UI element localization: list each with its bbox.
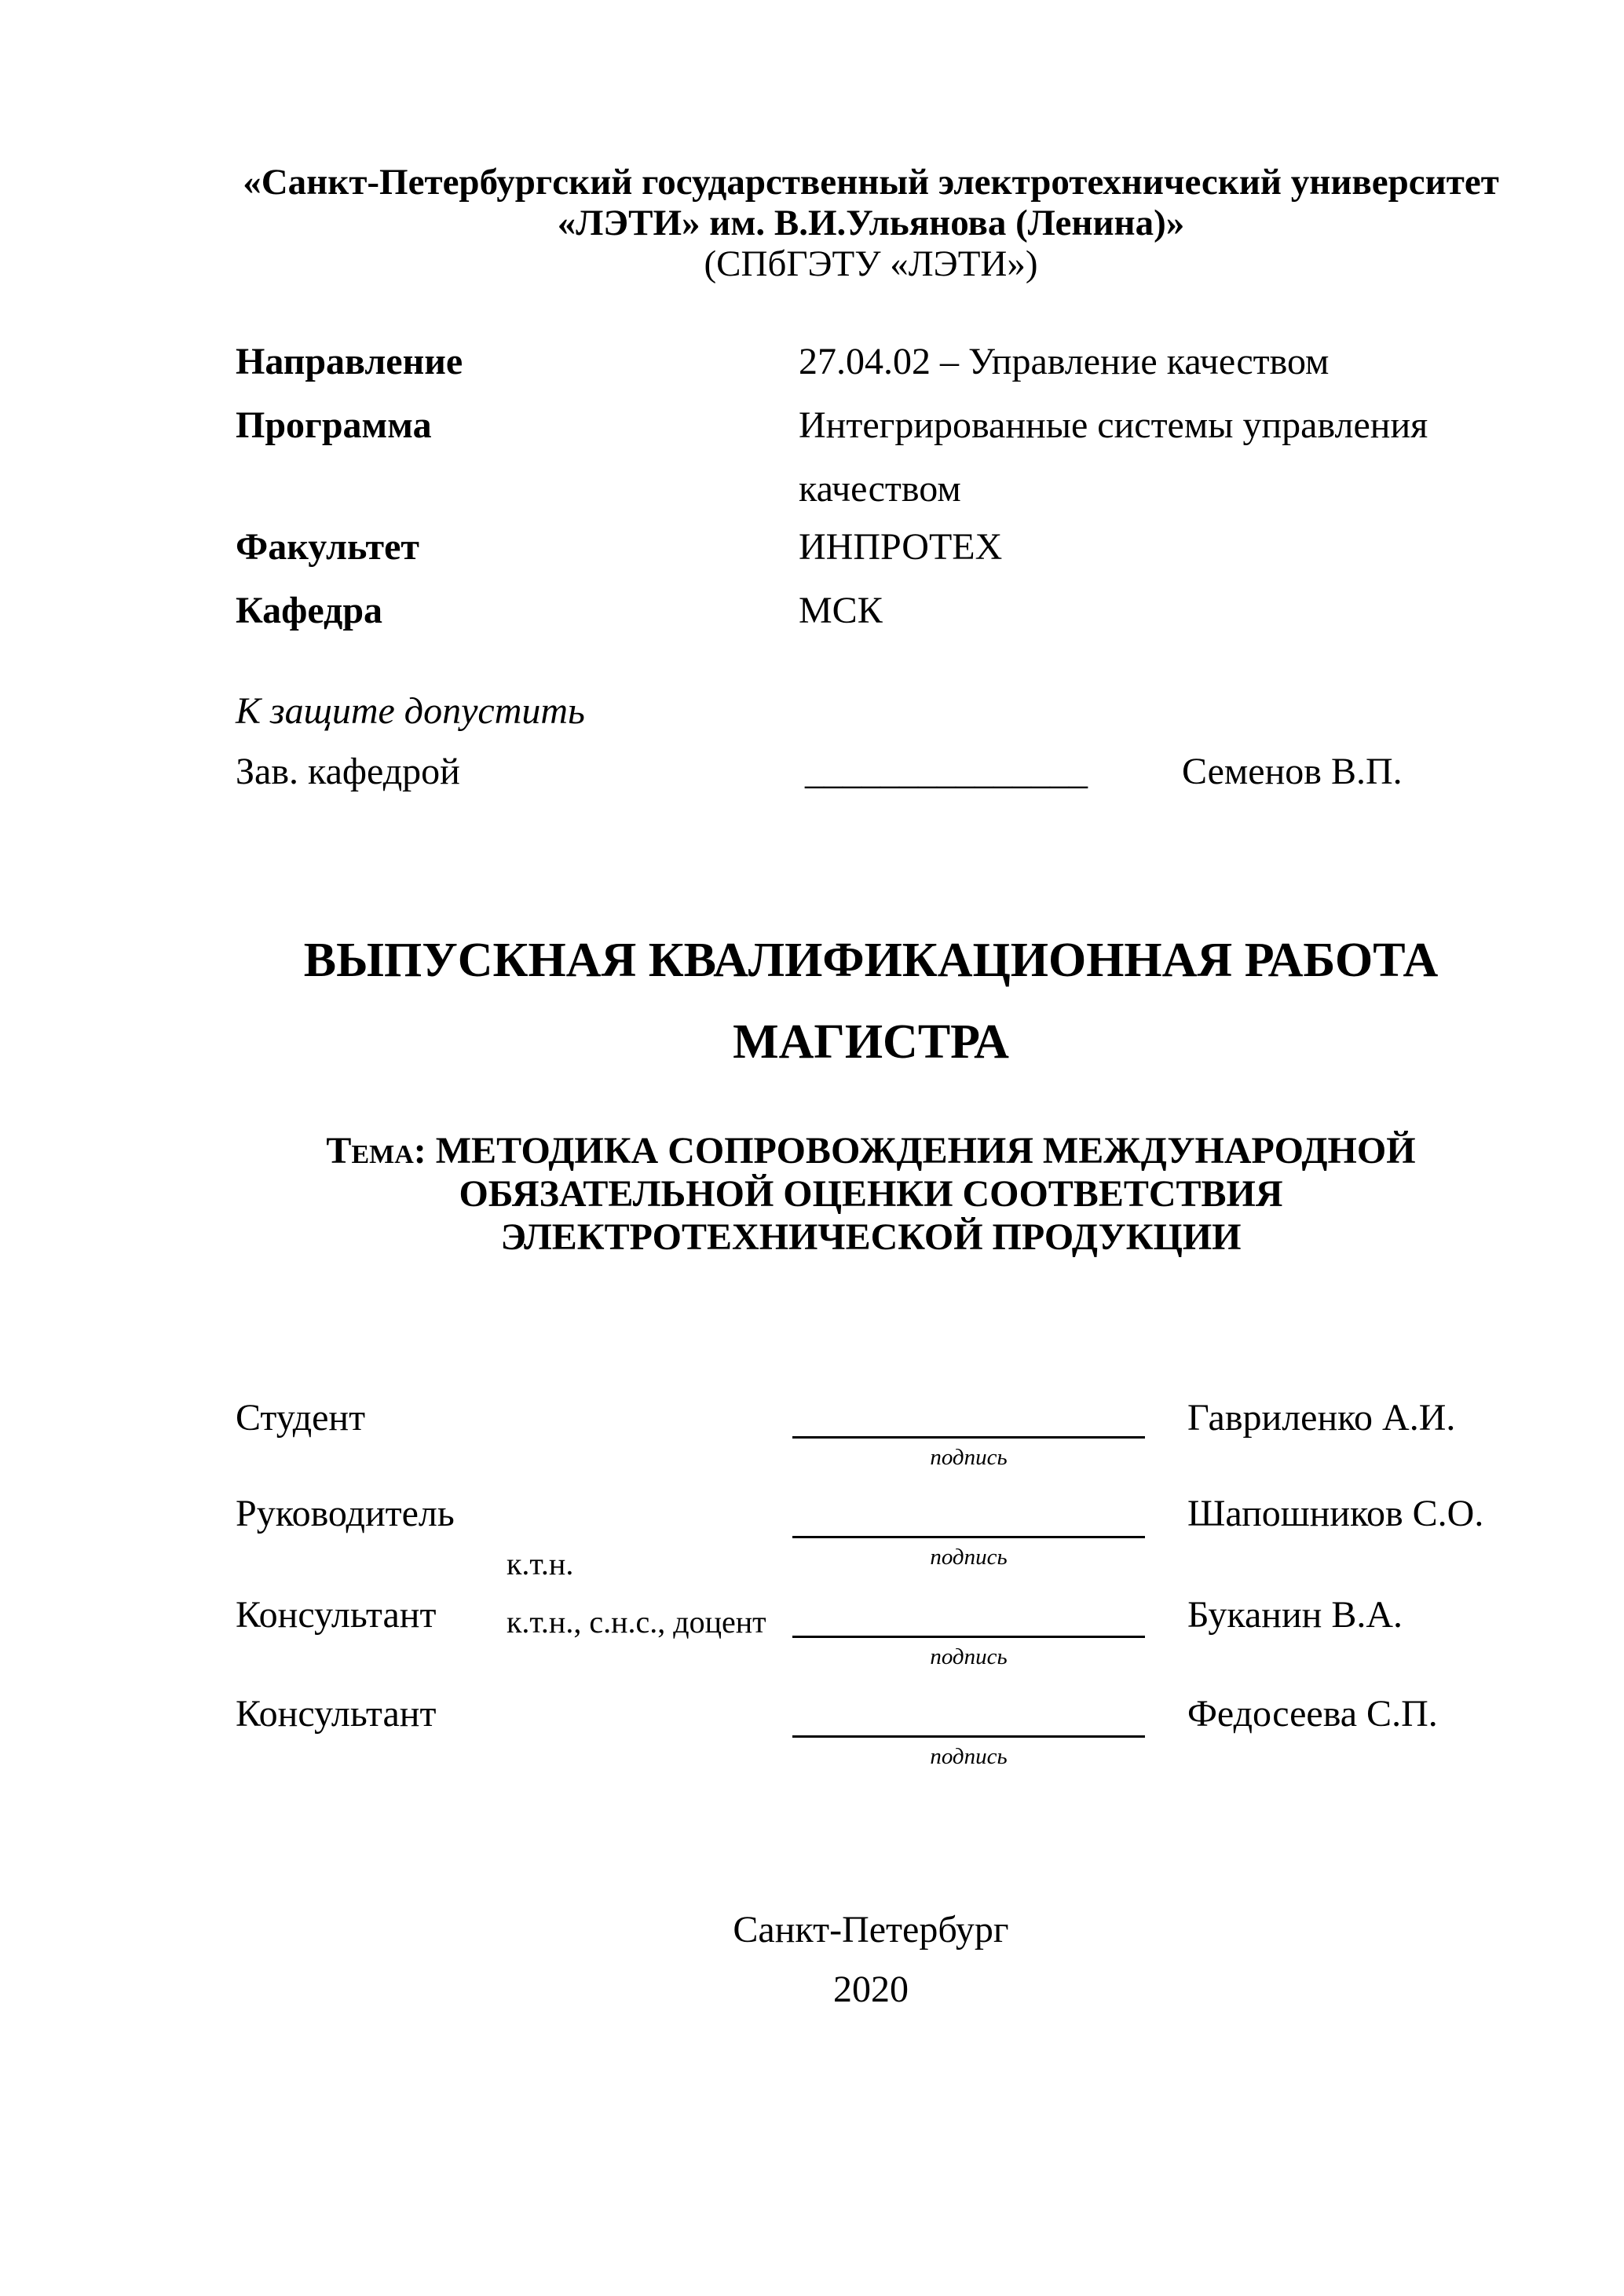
consultant2-name: Федосеева С.П.: [1187, 1693, 1438, 1735]
thesis-title-line2: МАГИСТРА: [733, 1015, 1009, 1069]
department-label: Кафедра: [236, 590, 383, 631]
thesis-theme: [236, 1129, 1506, 1259]
supervisor-signature-line: [792, 1536, 1145, 1538]
direction-label: Направление: [236, 341, 463, 382]
program-value-line1: Интегрированные системы управления: [799, 404, 1428, 446]
program-value-line2: качеством: [799, 468, 961, 510]
theme-line1: Тема: МЕТОДИКА СОПРОВОЖДЕНИЯ МЕЖДУНАРОДНОЙ: [326, 1130, 1416, 1172]
faculty-value: ИНПРОТЕХ: [799, 526, 1003, 568]
department-value: МСК: [799, 590, 883, 631]
theme-line2: ОБЯЗАТЕЛЬНОЙ ОЦЕНКИ СООТВЕТСТВИЯ: [459, 1173, 1283, 1215]
consultant1-signature-caption: подпись: [930, 1644, 1008, 1669]
footer-year: 2020: [833, 1969, 909, 2010]
admission-permit-line: К защите допустить: [236, 690, 585, 732]
footer-city: Санкт-Петербург: [733, 1909, 1009, 1951]
supervisor-role-label: Руководитель: [236, 1493, 455, 1534]
supervisor-signature-caption: подпись: [930, 1545, 1008, 1570]
supervisor-qualification: к.т.н.: [507, 1546, 574, 1581]
student-name: Гавриленко А.И.: [1187, 1397, 1456, 1439]
thesis-title-line1: ВЫПУСКНАЯ КВАЛИФИКАЦИОННАЯ РАБОТА: [303, 934, 1439, 987]
thesis-title: [236, 919, 1506, 1083]
department-head-signature-blank: _______________: [805, 751, 1088, 792]
university-name-line1: «Санкт-Петербургский государственный электротехнический университет: [243, 162, 1499, 203]
consultant1-name: Буканин В.А.: [1187, 1594, 1403, 1636]
university-name-line2: «ЛЭТИ» им. В.И.Ульянова (Ленина)»: [557, 203, 1185, 243]
consultant1-role-label: Консультант: [236, 1594, 437, 1636]
student-signature-caption: подпись: [930, 1445, 1008, 1470]
department-head-label: Зав. кафедрой: [236, 751, 460, 792]
student-role-label: Студент: [236, 1397, 366, 1439]
faculty-label: Факультет: [236, 526, 419, 568]
supervisor-name: Шапошников С.О.: [1187, 1493, 1484, 1534]
theme-line3: ЭЛЕКТРОТЕХНИЧЕСКОЙ ПРОДУКЦИИ: [500, 1216, 1242, 1258]
university-header: [236, 162, 1506, 284]
consultant2-signature-line: [792, 1735, 1145, 1738]
consultant2-signature-caption: подпись: [930, 1744, 1008, 1769]
direction-value: 27.04.02 – Управление качеством: [799, 341, 1330, 382]
consultant2-role-label: Консультант: [236, 1693, 437, 1735]
university-abbreviation: (СПбГЭТУ «ЛЭТИ»): [704, 243, 1038, 284]
program-label: Программа: [236, 404, 432, 446]
department-head-name: Семенов В.П.: [1182, 751, 1403, 792]
consultant1-qualification: к.т.н., с.н.с., доцент: [507, 1604, 766, 1640]
consultant1-signature-line: [792, 1636, 1145, 1638]
student-signature-line: [792, 1436, 1145, 1439]
